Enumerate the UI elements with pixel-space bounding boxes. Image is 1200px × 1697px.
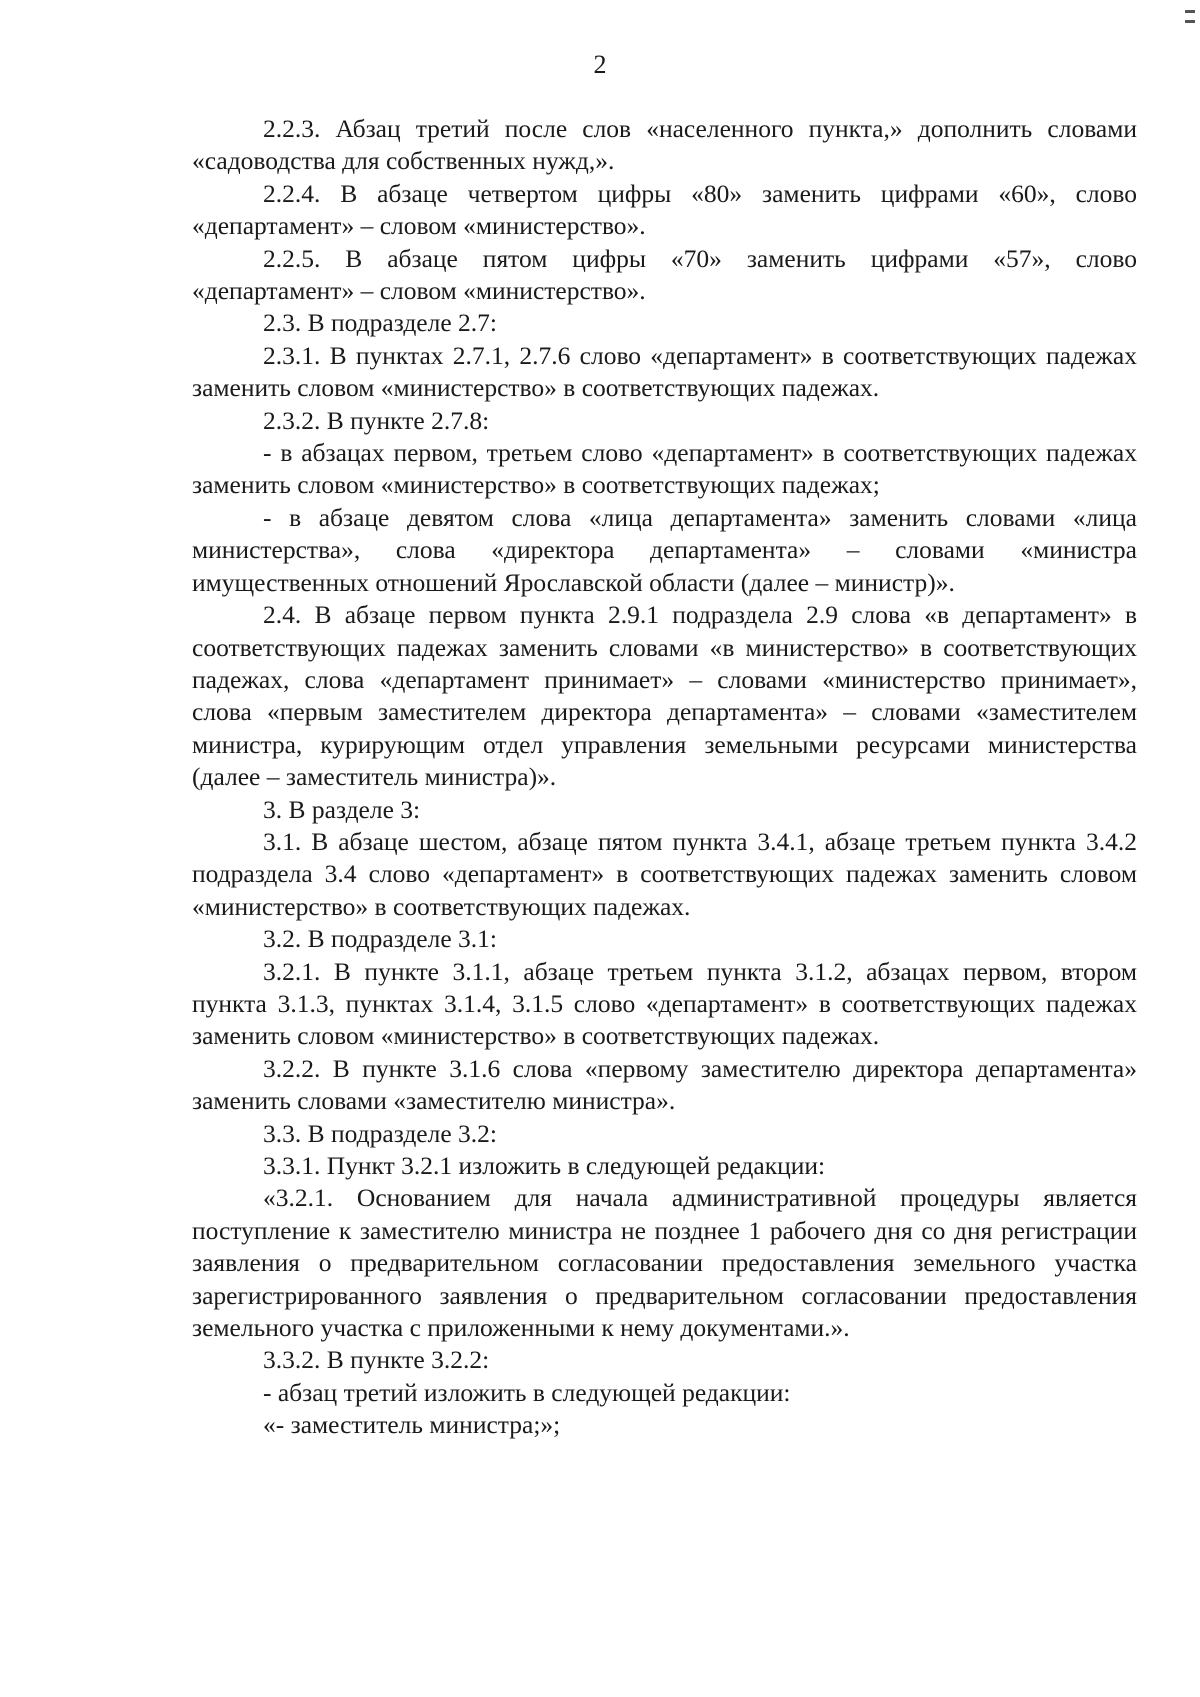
paragraph-3-3-2-item-1: - абзац третий изложить в следующей редакции: [263, 1377, 791, 1407]
paragraph-3-2-1: 3.2.1. В пункте 3.1.1, абзаце третьем пункта 3.1.2, абзацах первом, втором пункта 3.1.3, пунктах 3.1.4, 3.1.5 слово «департамент» в соответствующих падежах заменить словом «министерство» в соответствующих падежах. [192, 956, 1137, 1051]
paragraph-2-4: 2.4. В абзаце первом пункта 2.9.1 подраздела 2.9 слова «в департамент» в соответствующих падежах заменить словами «в министерство» в соответствующих падежах, слова «департамент принимает» – словами «министерство принимает», слова «первым заместителем директора департамента» – словами «заместителем министра, курирующим отдел управления земельными ресурсами министерства (далее – заместитель министра)». [192, 600, 1137, 792]
page-number: 2 [593, 50, 607, 79]
paragraph-2-3-1: 2.3.1. В пунктах 2.7.1, 2.7.6 слово «департамент» в соответствующих падежах заменить словом «министерство» в соответствующих падежах. [192, 340, 1137, 403]
paragraph-3-2-1-quote: «3.2.1. Основанием для начала административной процедуры является поступление к заместителю министра не позднее 1 рабочего дня со дня регистрации заявления о предварительном согласовании предоставления земельного участка зарегистрированного заявления о предварительном согласовании предоставления земельного участка с приложенными к нему документами.». [192, 1183, 1137, 1343]
paragraph-3-3-1: 3.3.1. Пункт 3.2.1 изложить в следующей редакции: [263, 1151, 826, 1180]
paragraph-3-2: 3.2. В подразделе 3.1: [263, 924, 497, 954]
paragraph-2-3-2: 2.3.2. В пункте 2.7.8: [263, 405, 490, 435]
scan-mark-top-right [1185, 10, 1195, 13]
paragraph-3-3: 3.3. В подразделе 3.2: [263, 1118, 497, 1148]
paragraph-3-1: 3.1. В абзаце шестом, абзаце пятом пункта 3.4.1, абзаце третьем пункта 3.4.2 подраздела 3.4 слово «департамент» в соответствующих падежах заменить словом «министерство» в соответствующих падежах. [192, 826, 1137, 921]
paragraph-2-2-5: 2.2.5. В абзаце пятом цифры «70» заменить цифрами «57», слово «департамент» – словом «министерство». [192, 243, 1137, 306]
paragraph-2-3-2-item-2: - в абзаце девятом слова «лица департамента» заменить словами «лица министерства», слова «директора департамента» – словами «министра имущественных отношений Ярославской области (далее – министр)». [192, 502, 1137, 597]
document-body [192, 113, 1137, 1442]
paragraph-3-2-2: 3.2.2. В пункте 3.1.6 слова «первому заместителю директора департамента» заменить словами «заместителю министра». [192, 1053, 1137, 1116]
paragraph-3: 3. В разделе 3: [263, 794, 421, 824]
paragraph-3-3-2: 3.3.2. В пункте 3.2.2: [263, 1345, 490, 1375]
paragraph-3-3-2-quote: «- заместитель министра;»; [263, 1410, 561, 1440]
paragraph-2-3-2-item-1: - в абзацах первом, третьем слово «департамент» в соответствующих падежах заменить словом «министерство» в соответствующих падежах; [192, 438, 1137, 500]
paragraph-2-3: 2.3. В подразделе 2.7: [263, 308, 497, 338]
paragraph-2-2-4: 2.2.4. В абзаце четвертом цифры «80» заменить цифрами «60», слово «департамент» – словом «министерство». [192, 178, 1137, 241]
scan-mark-top-right-2 [1185, 20, 1195, 23]
paragraph-2-2-3: 2.2.3. Абзац третий после слов «населенного пункта,» дополнить словами «садоводства для собственных нужд,». [192, 114, 1137, 176]
